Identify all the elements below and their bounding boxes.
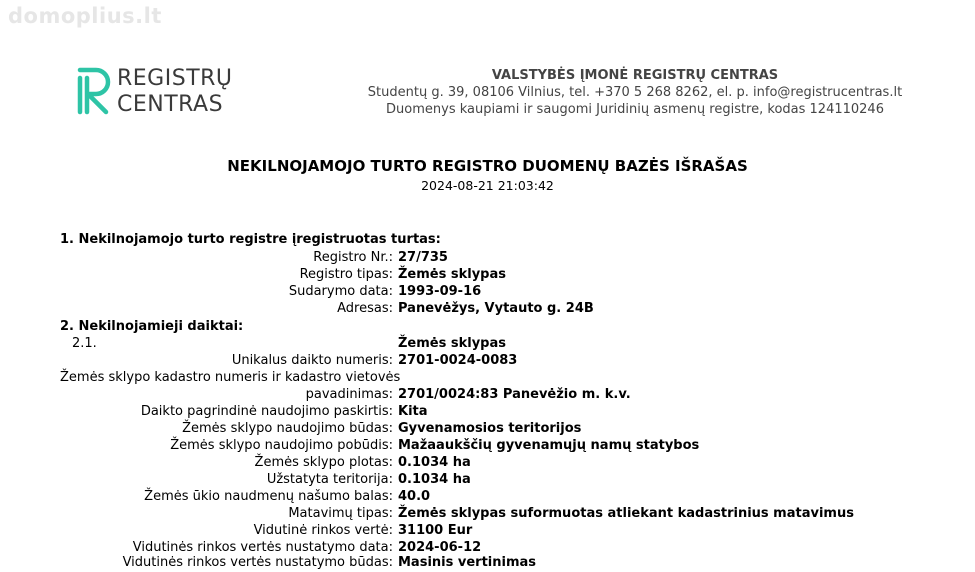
field-label: Adresas: — [337, 301, 393, 316]
field-label: Žemės sklypo naudojimo pobūdis: — [170, 438, 393, 453]
field-row — [0, 472, 975, 489]
field-label: Užstatyta teritorija: — [266, 472, 393, 487]
field-value: 31100 Eur — [398, 523, 473, 538]
field-value: 1993-09-16 — [398, 284, 482, 299]
field-label: Žemės ūkio naudmenų našumo balas: — [144, 489, 393, 504]
field-row — [0, 404, 975, 421]
field-label: Registro Nr.: — [313, 250, 393, 265]
field-row — [0, 455, 975, 472]
field-value: Panevėžys, Vytauto g. 24B — [398, 301, 594, 316]
field-value: Mažaaukščių gyvenamųjų namų statybos — [398, 438, 700, 453]
field-label: Daikto pagrindinė naudojimo paskirtis: — [140, 404, 393, 419]
field-row — [0, 489, 975, 506]
field-label: Vidutinės rinkos vertės nustatymo būdas: — [122, 555, 393, 570]
field-label: Žemės sklypo plotas: — [254, 455, 393, 470]
logo-line-2: CENTRAS — [117, 92, 224, 117]
field-row — [0, 284, 975, 301]
watermark: domoplius.lt — [8, 4, 162, 28]
company-registry: Duomenys kaupiami ir saugomi Juridinių asmenų registre, kodas 124110246 — [386, 102, 884, 117]
company-address: Studentų g. 39, 08106 Vilnius, tel. +370 5 268 8262, el. p. info@registrucentras.lt — [367, 85, 903, 100]
item-number: 2.1. — [72, 336, 97, 351]
field-label: Žemės sklypo kadastro numeris ir kadastro vietovės — [60, 370, 401, 385]
field-label: Vidutinė rinkos vertė: — [253, 523, 393, 538]
field-row — [0, 353, 975, 370]
field-label: Sudarymo data: — [288, 284, 393, 299]
field-row — [0, 250, 975, 267]
field-label: pavadinimas: — [305, 387, 393, 402]
field-value: 0.1034 ha — [398, 455, 471, 470]
field-value: Masinis vertinimas — [398, 555, 537, 570]
field-label: Vidutinės rinkos vertės nustatymo data: — [132, 540, 393, 555]
field-value: 2701-0024-0083 — [398, 353, 518, 368]
field-row — [0, 438, 975, 455]
field-value: 27/735 — [398, 250, 448, 265]
field-value: 2701/0024:83 Panevėžio m. k.v. — [398, 387, 631, 402]
field-label: Žemės sklypo naudojimo būdas: — [182, 421, 393, 436]
section-2-heading: 2. Nekilnojamieji daiktai: — [60, 319, 244, 334]
item-row — [0, 336, 975, 353]
field-label: Unikalus daikto numeris: — [231, 353, 393, 368]
field-row — [0, 555, 975, 572]
section-1-heading: 1. Nekilnojamojo turto registre įregistruotas turtas: — [60, 232, 441, 247]
company-header — [320, 67, 950, 118]
field-value: Gyvenamosios teritorijos — [398, 421, 582, 436]
logo-line-1: REGISTRŲ — [117, 66, 233, 91]
field-row — [0, 370, 975, 387]
field-label: Registro tipas: — [299, 267, 393, 282]
field-value: Žemės sklypas suformuotas atliekant kadastrinius matavimus — [398, 506, 854, 521]
field-row — [0, 267, 975, 284]
field-row — [0, 387, 975, 404]
field-value: Žemės sklypas — [398, 267, 506, 282]
field-label: Matavimų tipas: — [288, 506, 393, 521]
item-title: Žemės sklypas — [398, 336, 506, 351]
document-title: NEKILNOJAMOJO TURTO REGISTRO DUOMENŲ BAZĖS IŠRAŠAS — [227, 157, 748, 175]
field-value: 40.0 — [398, 489, 431, 504]
document-date: 2024-08-21 21:03:42 — [421, 178, 554, 193]
field-value: 0.1034 ha — [398, 472, 471, 487]
field-value: 2024-06-12 — [398, 540, 482, 555]
field-value: Kita — [398, 404, 428, 419]
field-row — [0, 421, 975, 438]
field-row — [0, 506, 975, 523]
field-row — [0, 301, 975, 318]
company-name: VALSTYBĖS ĮMONĖ REGISTRŲ CENTRAS — [491, 68, 779, 83]
registru-centras-logo — [76, 66, 236, 118]
field-row — [0, 523, 975, 540]
rc-logo-icon — [76, 66, 112, 116]
